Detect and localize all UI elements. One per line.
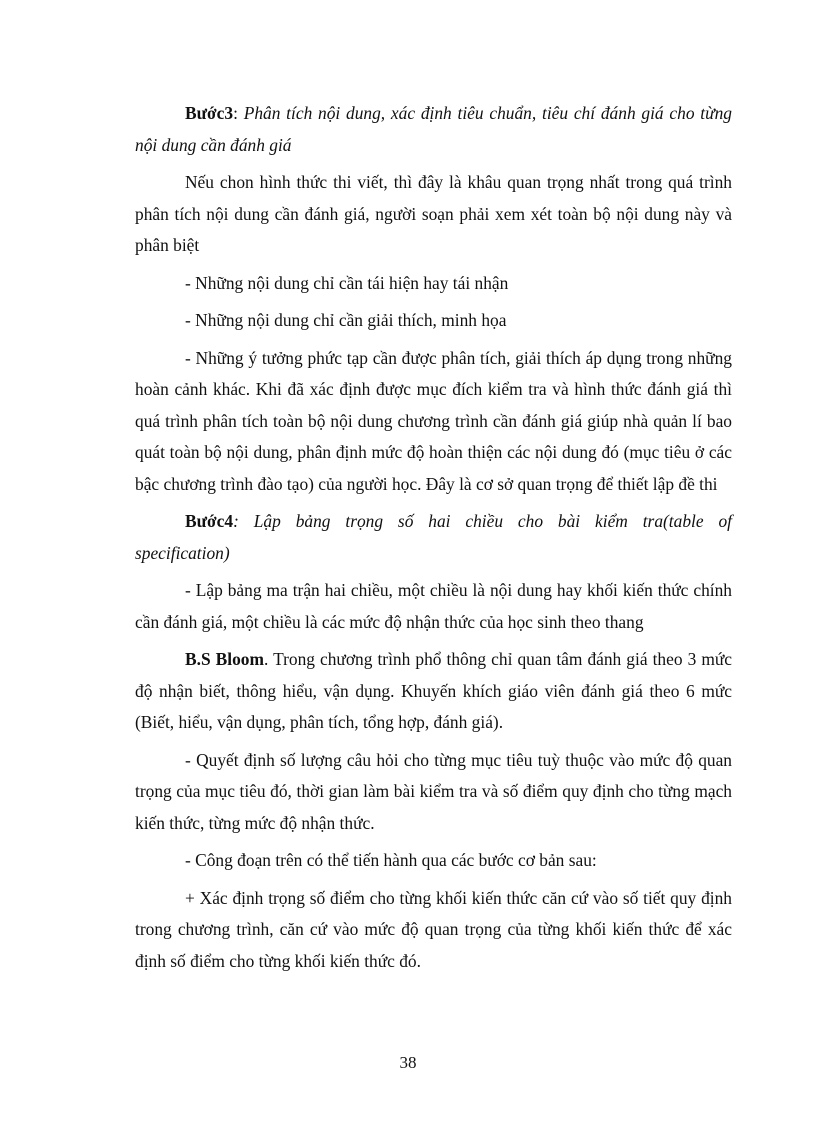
bloom-label: B.S Bloom bbox=[185, 649, 264, 669]
intro-paragraph: Nếu chon hình thức thi viết, thì đây là khâu quan trọng nhất trong quá trình phân tích nội dung cần đánh giá, người soạn phải xem xét toàn bộ nội dung này và phân biệt bbox=[135, 172, 732, 255]
bullet-reproduce: - Những nội dung chỉ cần tái hiện hay tái nhận bbox=[185, 272, 509, 293]
weight-paragraph: + Xác định trọng số điểm cho từng khối kiến thức căn cứ vào số tiết quy định trong chương trình, căn cứ vào mức độ quan trọng của từng khối kiến thức để xác định số điểm cho từng khối kiến thức đó. bbox=[135, 887, 732, 971]
step4-title: : Lập bảng trọng số hai chiều cho bài kiểm tra(table of specification) bbox=[135, 511, 732, 563]
decide-paragraph: - Quyết định số lượng câu hỏi cho từng mục tiêu tuỳ thuộc vào mức độ quan trọng của mục tiêu đó, thời gian làm bài kiểm tra và số điểm quy định cho từng mạch kiến thức, từng mức độ nhận thức. bbox=[135, 749, 732, 833]
bloom-paragraph bbox=[135, 644, 732, 739]
step3-heading bbox=[135, 98, 732, 161]
step3-label: Bước3 bbox=[185, 103, 234, 123]
page-number: 38 bbox=[399, 1053, 417, 1072]
steps-paragraph: - Công đoạn trên có thể tiến hành qua các bước cơ bản sau: bbox=[185, 850, 597, 870]
step3-separator: : bbox=[233, 103, 244, 123]
bloom-text: . Trong chương trình phổ thông chỉ quan tâm đánh giá theo 3 mức độ nhận biết, thông hiểu, vận dụng. Khuyến khích giáo viên đánh giá theo 6 mức (Biết, hiểu, vận dụng, phân tích, tổng hợp, đánh giá). bbox=[135, 649, 732, 732]
step4-heading bbox=[135, 506, 732, 569]
step4-label: Bước4 bbox=[185, 511, 234, 531]
matrix-paragraph: - Lập bảng ma trận hai chiều, một chiều là nội dung hay khối kiến thức chính cần đánh giá, một chiều là các mức độ nhận thức của học sinh theo thang bbox=[135, 580, 732, 632]
step3-title: Phân tích nội dung, xác định tiêu chuẩn, tiêu chí đánh giá cho từng nội dung cần đánh giá bbox=[135, 103, 732, 155]
bullet-explain: - Những nội dung chỉ cần giải thích, minh họa bbox=[185, 310, 507, 330]
bullet-complex-ideas: - Những ý tưởng phức tạp cần được phân tích, giải thích áp dụng trong những hoàn cảnh khác. Khi đã xác định được mục đích kiểm tra và hình thức đánh giá thì quá trình phân tích toàn bộ nội dung chương trình cần đánh giá giúp nhà quản lí bao quát toàn bộ nội dung, phân định mức độ hoàn thiện các nội dung đó (mục tiêu ở các bậc chương trình đào tạo) của người học. Đây là cơ sở quan trọng để thiết lập đề thi bbox=[135, 347, 732, 494]
document-body bbox=[135, 98, 732, 983]
